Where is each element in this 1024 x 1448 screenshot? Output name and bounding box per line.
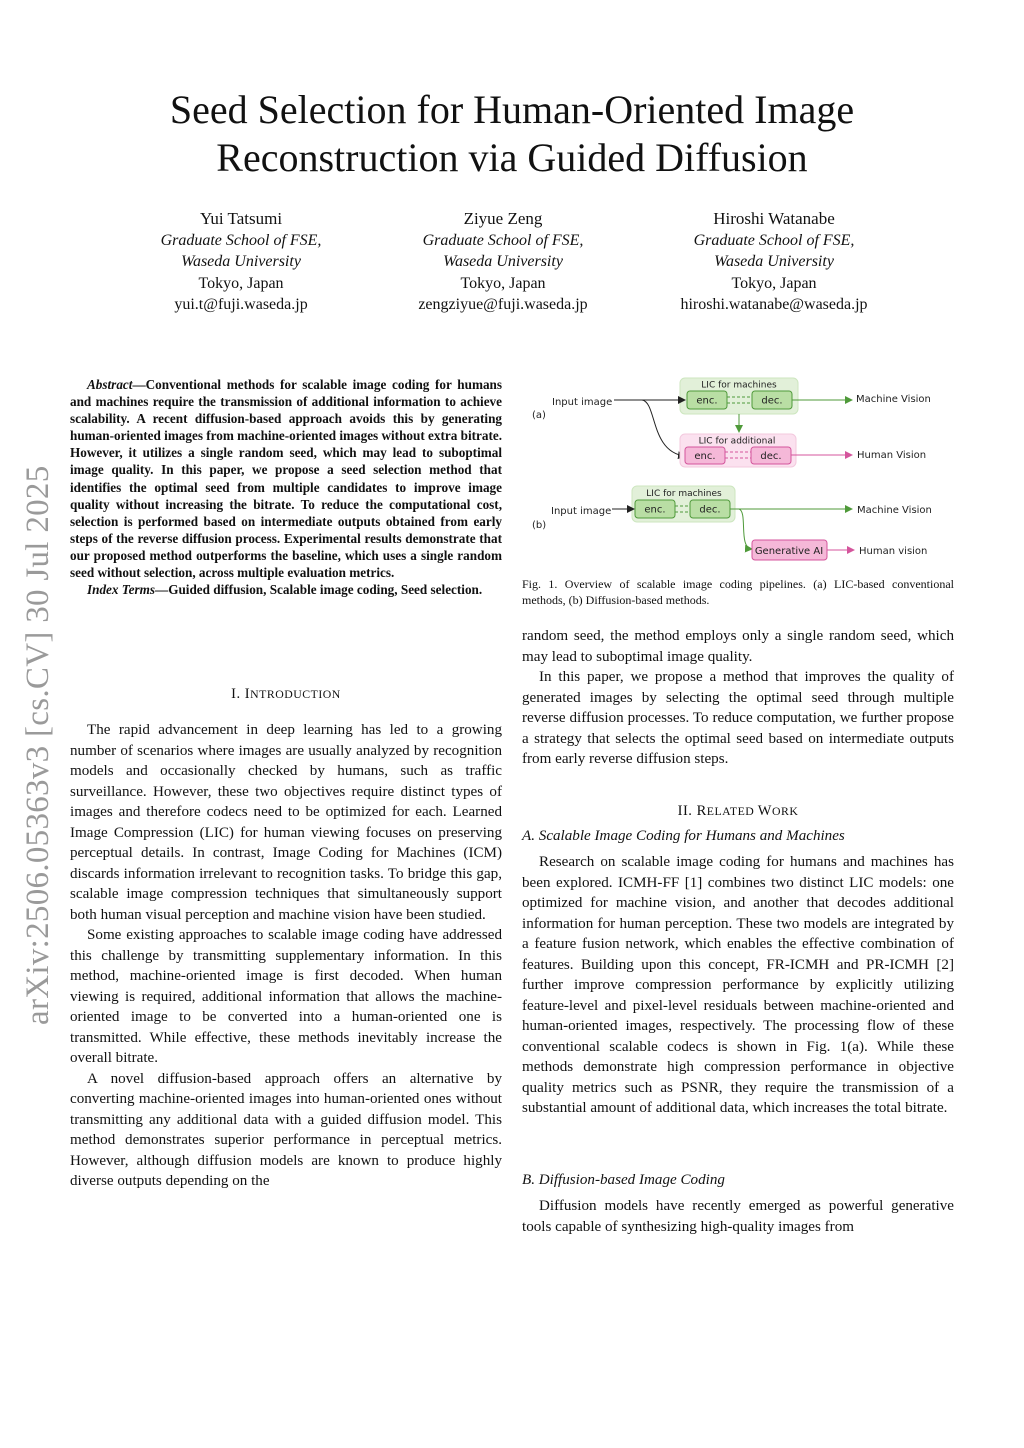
intro-continued	[522, 626, 954, 770]
subsection-title: A. Scalable Image Coding for Humans and Machines	[522, 828, 845, 844]
author-name: Yui Tatsumi	[199, 209, 283, 228]
enc-label: enc.	[694, 451, 716, 462]
author-1	[111, 208, 371, 316]
label-b: (b)	[532, 520, 547, 531]
dec-label: dec.	[699, 504, 721, 516]
author-name: Ziyue Zeng	[463, 209, 543, 228]
generative-ai-label: Generative AI	[754, 546, 824, 557]
subsection-title: B. Diffusion-based Image Coding	[522, 1172, 725, 1188]
section-heading-introduction	[70, 684, 502, 705]
figure-1-diagram	[522, 372, 962, 568]
arxiv-stamp: arXiv:2506.05363v3 [cs.CV] 30 Jul 2025	[20, 465, 56, 1025]
section-initial: W	[757, 803, 772, 819]
lic-additional-label: LIC for additional	[698, 436, 776, 447]
abstract-label: Abstract	[87, 377, 133, 392]
related-work-a-body	[522, 852, 954, 1119]
section-title-rest: NTRODUCTION	[250, 687, 341, 701]
index-terms-label: Index Terms	[87, 582, 156, 598]
author-location: Tokyo, Japan	[198, 274, 284, 292]
figure-1-caption: Fig. 1. Overview of scalable image coding pipelines. (a) LIC-based conventional methods, (b) Diffusion-based methods.	[522, 577, 954, 607]
introduction-body	[70, 720, 502, 1192]
paragraph: Some existing approaches to scalable image coding have addressed this challenge by transmitting supplementary information. In this method, machine-oriented image is first decoded. When human viewing is required, additional information that allows the machine-oriented image to be converted into a human-oriented one is transmitted. While effective, these methods inevitably increase the overall bitrate.	[70, 927, 502, 1066]
enc-label: enc.	[644, 504, 666, 516]
arrow-input-additional	[642, 400, 685, 456]
subsection-heading-b	[522, 1170, 954, 1191]
input-image-b: Input image	[551, 506, 612, 517]
section-title-rest: ELATED	[706, 804, 758, 818]
author-3	[644, 208, 904, 316]
author-email: hiroshi.watanabe@waseda.jp	[680, 296, 868, 313]
machine-vision-a: Machine Vision	[856, 394, 931, 405]
author-affiliation: Graduate School of FSE,	[693, 231, 855, 249]
paragraph: random seed, the method employs only a single random seed, which may lead to suboptimal image quality.	[522, 628, 954, 665]
section-title-rest: ORK	[771, 804, 799, 818]
paragraph: A novel diffusion-based approach offers an alternative by converting machine-oriented images into human-oriented ones without transmitting any additional data with a guided diffusion model. This method demonstrates superior performance in perceptual metrics. However, although diffusion models are known to produce highly diverse outputs depending on the	[70, 1070, 502, 1189]
author-affiliation: Graduate School of FSE,	[160, 231, 322, 249]
author-university: Waseda University	[181, 253, 301, 270]
section-heading-related-work	[522, 801, 954, 822]
index-terms	[70, 581, 502, 598]
author-university: Waseda University	[443, 253, 563, 270]
label-a: (a)	[532, 410, 546, 421]
arrow-to-generative	[739, 509, 752, 549]
paragraph: Research on scalable image coding for humans and machines has been explored. ICMH-FF [1] combines two distinct LIC models: one optimized for machine vision, and another that decodes additional information for human perception. These two models are integrated by a feature fusion network, which enables the effective combination of features. Building upon this concept, FR-ICMH and PR-ICMH [2] further improve compression performance by explicitly utilizing feature-level and pixel-level residuals between machine-oriented and human-oriented images, respectively. The processing flow of these conventional scalable codecs is shown in Fig. 1(a). While these methods demonstrate high compression performance in objective quality metrics such as PSNR, they require the transmission of a substantial amount of additional data, which increases the total bitrate.	[522, 854, 954, 1116]
abstract-text: —Conventional methods for scalable image coding for humans and machines require the transmission of additional information to achieve scalability. A recent diffusion-based approach avoids this by generating human-oriented images from machine-oriented images without extra bitrate. However, it utilizes a single random seed, which may lead to suboptimal image quality. In this paper, we propose a seed selection method that identifies the optimal seed from multiple candidates to improve image quality without increasing the bitrate. To reduce the computational cost, selection is performed based on intermediate outputs obtained from early steps of the reverse diffusion process. Experimental results demonstrate that our proposed method outperforms the baseline, which uses a single random seed without selection, across multiple evaluation metrics.	[70, 377, 502, 581]
section-initial: R	[696, 803, 707, 819]
author-name: Hiroshi Watanabe	[713, 209, 835, 228]
paragraph: Diffusion models have recently emerged as powerful generative tools capable of synthesizing high-quality images from	[522, 1198, 954, 1235]
author-location: Tokyo, Japan	[460, 274, 546, 292]
dec-label: dec.	[761, 395, 783, 407]
section-number: I.	[231, 686, 245, 702]
lic-machines-b-label: LIC for machines	[646, 489, 722, 499]
author-email: zengziyue@fuji.waseda.jp	[418, 296, 588, 313]
section-number: II.	[677, 803, 697, 819]
paper-title	[0, 86, 1024, 182]
author-university: Waseda University	[714, 253, 834, 270]
title-line-1: Seed Selection for Human-Oriented Image	[169, 87, 855, 132]
enc-label: enc.	[696, 395, 718, 407]
input-image-a: Input image	[552, 397, 613, 408]
machine-vision-b: Machine Vision	[857, 505, 932, 516]
index-terms-text: —Guided diffusion, Scalable image coding, Seed selection.	[155, 582, 483, 598]
abstract-block	[70, 376, 502, 598]
dec-label: dec.	[760, 451, 782, 462]
paragraph: In this paper, we propose a method that improves the quality of generated images by selecting the optimal seed through multiple reverse diffusion processes. To reduce computation, we further propose a strategy that selects the optimal seed based on intermediate outputs from early reverse diffusion steps.	[522, 669, 954, 767]
paragraph: The rapid advancement in deep learning has led to a growing number of scenarios where images are usually analyzed by recognition models and occasionally checked by humans, such as traffic surveillance. However, these two objectives require distinct types of images and therefore codecs need to be optimized for each. Learned Image Compression (LIC) for human viewing focuses on preserving perceptual details. In contrast, Image Coding for Machines (ICM) discards information irrelevant to recognition tasks. To bridge this gap, scalable image compression techniques that simultaneously support both human visual perception and machine vision have been studied.	[70, 722, 502, 923]
author-2	[373, 208, 633, 316]
author-location: Tokyo, Japan	[731, 274, 817, 292]
section-initial: I	[244, 686, 251, 702]
abstract	[70, 376, 502, 581]
title-line-2: Reconstruction via Guided Diffusion	[216, 135, 808, 180]
related-work-b-body	[522, 1196, 954, 1237]
human-vision-a: Human Vision	[857, 450, 927, 461]
subsection-heading-a	[522, 826, 954, 847]
human-vision-b: Human vision	[859, 546, 928, 557]
lic-machines-a-label: LIC for machines	[701, 380, 777, 391]
author-affiliation: Graduate School of FSE,	[422, 231, 584, 249]
author-email: yui.t@fuji.waseda.jp	[174, 296, 308, 313]
